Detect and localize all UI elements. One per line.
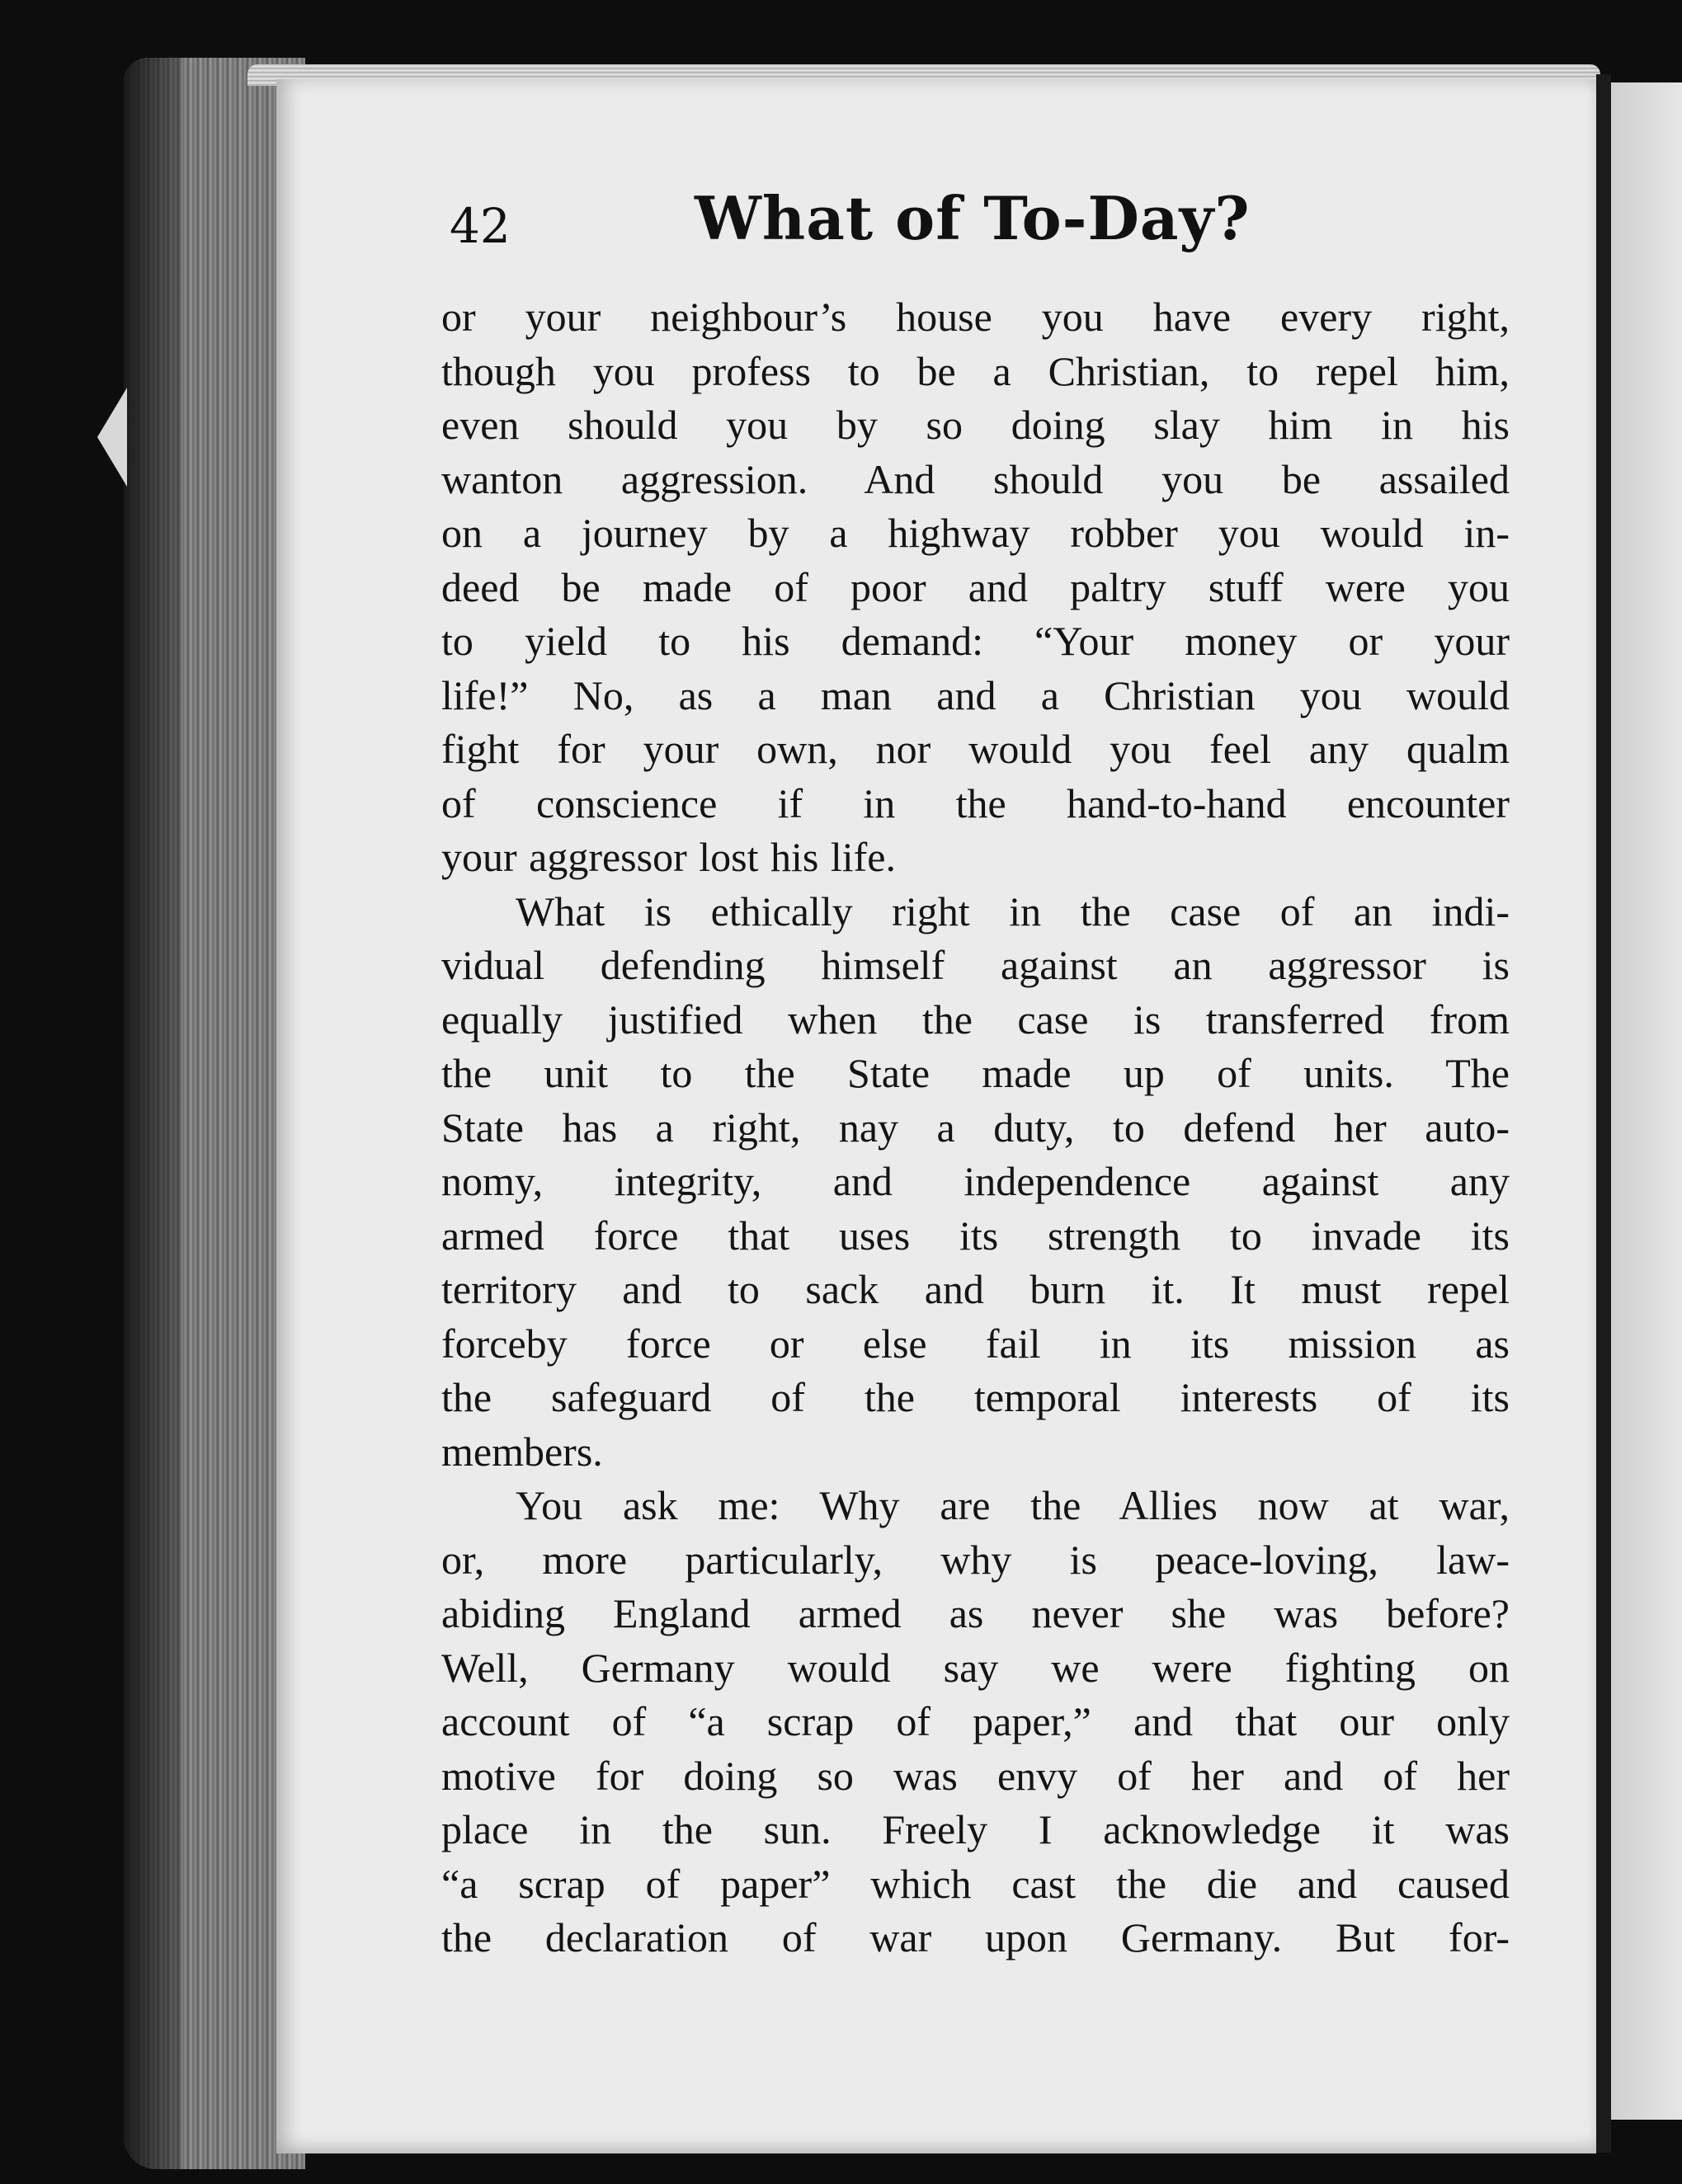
gutter-shadow (1596, 74, 1611, 2153)
text-line: or, more particularly, why is peace-loving, law- (441, 1536, 1510, 1583)
running-title: What of To-Day? (695, 183, 1251, 253)
text-line: You ask me: Why are the Allies now at war, (516, 1482, 1510, 1528)
text-line: place in the sun. Freely I acknowledge it was (441, 1806, 1510, 1852)
text-line: though you profess to be a Christian, to repel him, (441, 347, 1510, 394)
text-line: life!” No, as a man and a Christian you would (441, 671, 1510, 718)
text-line: territory and to sack and burn it. It must repel (441, 1266, 1510, 1312)
text-line: equally justified when the case is transferred from (441, 996, 1510, 1043)
text-line: motive for doing so was envy of her and of her (441, 1752, 1510, 1799)
text-line: members. (441, 1428, 603, 1475)
facing-page-sliver (1611, 82, 1682, 2120)
text-line: on a journey by a highway robber you would in- (441, 510, 1510, 556)
text-line: even should you by so doing slay him in his (441, 402, 1510, 448)
text-line: wanton aggression. And should you be assailed (441, 455, 1510, 502)
body-text (441, 290, 1510, 1965)
text-line: to yield to his demand: “Your money or your (441, 618, 1510, 664)
book-spine-shadow (124, 58, 181, 2169)
text-line: of conscience if in the hand-to-hand encounter (441, 779, 1510, 826)
text-line: What is ethically right in the case of an indi- (516, 887, 1510, 934)
text-line: the declaration of war upon Germany. But for- (441, 1914, 1510, 1960)
text-line: “a scrap of paper” which cast the die and caused (441, 1860, 1510, 1907)
text-line: or your neighbour’s house you have every right, (441, 294, 1510, 340)
text-line: forceby force or else fail in its mission as (441, 1320, 1510, 1367)
text-line: armed force that uses its strength to invade its (441, 1212, 1510, 1259)
page-edge-tab (97, 388, 127, 487)
text-line: abiding England armed as never she was before? (441, 1590, 1510, 1636)
running-head (0, 183, 1682, 257)
text-line: fight for your own, nor would you feel any qualm (441, 726, 1510, 772)
text-line: the safeguard of the temporal interests of its (441, 1374, 1510, 1420)
page-number: 42 (450, 198, 511, 254)
text-line: account of “a scrap of paper,” and that our only (441, 1698, 1510, 1744)
text-line: the unit to the State made up of units. The (441, 1050, 1510, 1096)
text-line: vidual defending himself against an aggressor is (441, 942, 1510, 988)
text-line: nomy, integrity, and independence against any (441, 1158, 1510, 1204)
text-line: your aggressor lost his life. (441, 834, 896, 880)
text-line: Well, Germany would say we were fighting on (441, 1644, 1510, 1691)
text-line: State has a right, nay a duty, to defend her auto- (441, 1104, 1510, 1151)
text-line: deed be made of poor and paltry stuff were you (441, 563, 1510, 610)
